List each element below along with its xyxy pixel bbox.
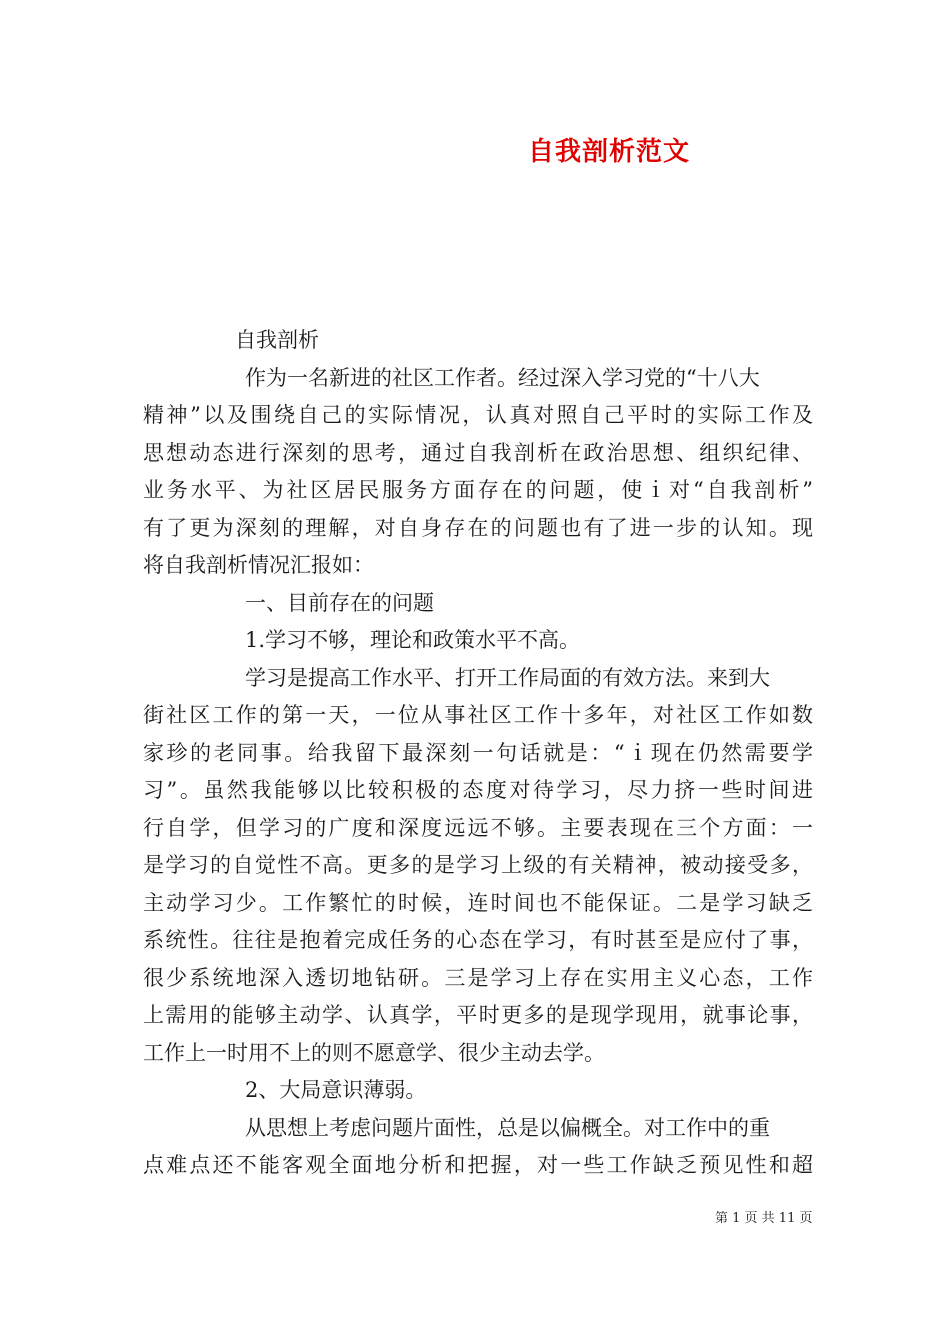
section-heading: 自我剖析	[235, 328, 319, 352]
subheading: 2、大局意识薄弱。	[245, 1078, 427, 1102]
paragraph-line: 将自我剖析情况汇报如：	[143, 553, 374, 577]
paragraph-line: 是学习的自觉性不高。更多的是学习上级的有关精神，被动接受多，	[143, 853, 813, 877]
paragraph-line: 精神”以及围绕自己的实际情况，认真对照自己平时的实际工作及	[143, 403, 813, 427]
paragraph-line: 习”。虽然我能够以比较积极的态度对待学习，尽力挤一些时间进	[143, 778, 813, 802]
subheading: 1.学习不够，理论和政策水平不高。	[245, 628, 581, 652]
paragraph-line: 系统性。往往是抱着完成任务的心态在学习，有时甚至是应付了事，	[143, 928, 813, 952]
paragraph-line: 主动学习少。工作繁忙的时候，连时间也不能保证。二是学习缺乏	[143, 890, 813, 915]
subheading: 一、目前存在的问题	[245, 590, 434, 615]
paragraph-line: 思想动态进行深刻的思考，通过自我剖析在政治思想、组织纪律、	[143, 440, 813, 465]
paragraph-line: 业务水平、为社区居民服务方面存在的问题，使ｉ对“自我剖析”	[143, 478, 813, 502]
paragraph-line: 很少系统地深入透切地钻研。三是学习上存在实用主义心态，工作	[143, 965, 813, 990]
paragraph-line: 行自学，但学习的广度和深度远远不够。主要表现在三个方面：一	[143, 815, 813, 840]
paragraph-line: 工作上一时用不上的则不愿意学、很少主动去学。	[143, 1040, 605, 1065]
paragraph-line: 家珍的老同事。给我留下最深刻一句话就是：“ｉ现在仍然需要学	[143, 740, 813, 765]
paragraph-line: 有了更为深刻的理解，对自身存在的问题也有了进一步的认知。现	[143, 515, 813, 540]
paragraph-line: 上需用的能够主动学、认真学，平时更多的是现学现用，就事论事，	[143, 1003, 813, 1027]
document-body	[143, 322, 813, 1185]
paragraph-line: 作为一名新进的社区工作者。经过深入学习党的“十八大	[245, 365, 760, 390]
document-title: 自我剖析范文	[528, 137, 691, 167]
page-number-footer: 第 1 页 共 11 页	[715, 1211, 813, 1226]
paragraph-line: 点难点还不能客观全面地分析和把握，对一些工作缺乏预见性和超	[143, 1153, 813, 1177]
paragraph-line: 学习是提高工作水平、打开工作局面的有效方法。来到大	[245, 665, 770, 690]
paragraph-line: 从思想上考虑问题片面性，总是以偏概全。对工作中的重	[245, 1115, 770, 1140]
paragraph-line: 街社区工作的第一天，一位从事社区工作十多年，对社区工作如数	[143, 703, 813, 727]
